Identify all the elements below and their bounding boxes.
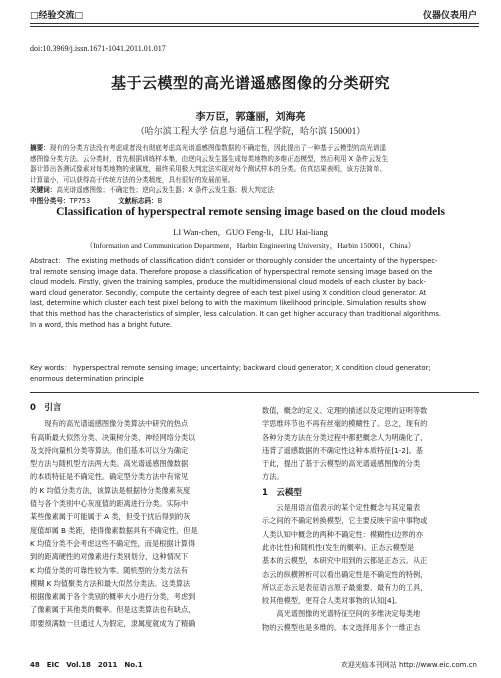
footer-website: 欢迎光临本刊网站 http://www.eic.com.cn: [340, 661, 477, 669]
abstract-en-line: last, determine which cluster each test pixel belong to with the maximum likelihood principle. Simulation results show: [30, 299, 427, 308]
right-column: [262, 404, 474, 634]
authors-cn: 李万臣，郭蓬丽，刘海亮: [195, 112, 306, 123]
section-heading-cloud-model: 1 云模型: [262, 487, 302, 498]
page-title: 基于云模型的高光谱遥感图像的分类研究: [110, 74, 390, 92]
body-line: 即要预满数一旦通过人为假定，隶属度就成为了精确: [30, 618, 196, 628]
keywords-en: [30, 363, 475, 384]
body-line: 于此，提出了基于云模型的高光谱遥感图像的分类: [262, 459, 421, 469]
body-line: 到的距离硬性的对像素进行类别划分，这种情况下: [30, 552, 189, 562]
abstract-en-line: In a word, this method has a bright future.: [30, 320, 173, 329]
body-line: 根据像素属于各个类别的概率大小进行分类，考虑到: [30, 592, 196, 602]
body-line: 此亦比性)和随机性(发生的概率)。正态云模型是: [262, 542, 415, 552]
section-heading-intro: 0 引言: [30, 403, 62, 413]
body-line: K 均值分类不会考虑这些不确定性，而是根据计算得: [30, 538, 196, 548]
journal-name: 仪器仪表用户: [422, 11, 477, 21]
body-line: 违背了遥感数据的不确定性这种本质特征[1-2]。基: [262, 445, 424, 455]
abstract-en: [30, 256, 475, 330]
header-rule: [30, 23, 479, 24]
body-line: 所以正态云是表征语言原子最重要、最有力的工具，: [262, 582, 428, 592]
body-line: 云是用语言值表示的某个定性概念与其定量表: [262, 503, 421, 513]
body-line: 方法。: [262, 472, 284, 482]
keywords-en-line: enormous determination principle: [30, 374, 144, 383]
authors-en: LI Wan-chen，GUO Feng-li，LIU Hai-liang: [173, 227, 328, 237]
body-line: 基本的云模型，本研究中用到的云都是正态云。从正: [262, 556, 428, 566]
keywords-en-label: Key words：: [30, 364, 71, 372]
body-line: 高光谱图像的光谱特征空间的多维决定每类地: [262, 609, 421, 619]
body-line: 人类认知中概念的两种不确定性：模糊性(边界的亦: [262, 529, 423, 539]
doi: doi:10.3969/j.issn.1671-1041.2011.01.017: [30, 44, 166, 53]
body-line: 各种分类方法在分类过程中都把概念人为明确化了，: [262, 432, 428, 442]
body-line: 较其他模型，更符合人类对事物的认知[4]。: [262, 596, 402, 606]
abstract-cn-line: 现有的分类方法没有考虑或者没有彻底考虑高光谱遥感图像数据的不确定性，因此提出了一种基于云模型的高光谱遥: [49, 144, 387, 152]
affiliation-en: （Information and Communication Department，Harbin Engineering University，Harbin 150001，China）: [85, 241, 416, 250]
abstract-cn: [30, 143, 475, 207]
abstract-en-line: The existing methods of classification didn't consider or thoroughly consider the uncertainty of the hyperspec-: [66, 257, 438, 265]
body-line: 型方法与随机型方法两大类。高光谱遥感图像数据: [30, 459, 189, 469]
keywords-cn-label: 关键词：: [30, 186, 57, 195]
abstract-en-label: Abstract：: [30, 257, 65, 265]
abstract-cn-line: 计算量小，可以获得高于传统方法的分类精度，具有很好的发展前景。: [30, 175, 235, 184]
body-line: 某些像素属于可能属于 A 类，但受于扰后得到的灰: [30, 512, 191, 522]
body-line: 及支持向量机分类等算法。他们基本可以分为确定: [30, 445, 189, 455]
title-en: Classification of hyperspectral remote sensing image based on the cloud models: [56, 206, 445, 218]
abstract-en-line: tral remote sensing image data. Therefore propose a classification of hyperspectral remote sensing image based on the: [30, 267, 433, 276]
body-line: 态云的纵横辨析可以看出确定性是不确定性的特例，: [262, 569, 428, 579]
abstract-en-line: that this method has the characteristics of simpler, less calculation. It can get higher accuracy than traditional algorithms.: [30, 309, 441, 318]
body-line: 值与各个类别中心灰度值的距离进行分类。实际中: [30, 499, 189, 509]
abstract-cn-label: 摘要：: [30, 144, 50, 152]
body-line: 的本质特征是不确定性。确定型分类方法中有常见: [30, 472, 189, 482]
journal-section-label: □经验交流□: [30, 11, 84, 21]
doc-code-value: B: [157, 196, 163, 205]
body-line: 现有的高光谱遥感图像分类算法中研究的热点: [30, 419, 189, 429]
body-line: 学思维环节也不再有丝毫的模糊性了。总之，现有的: [262, 419, 428, 429]
abstract-en-line: ward cloud generator. Secondly, compute the certainty degree of each test pixel using X condition cloud generator. At: [30, 288, 427, 297]
body-line: 的 K 均值分类方法，该算法是根据待分类像素灰度: [30, 485, 191, 495]
abstract-cn-line: 器计算出各测试像素对每类地物的隶属度，最终采用极大判定法实现对每个测试样本的分类。仿真结果表明，该方法简单、: [30, 165, 387, 174]
abstract-cn-line: 感图像分类方法。云分类时，首先根据训练样本集，由逆向云发生器生成每类地物的多维正态模型，然后利用 X 条件云发生: [30, 154, 389, 163]
body-line: 了像素属于其他类的概率。但是这类算法也有缺点，: [30, 605, 196, 615]
clc-value: TP753: [69, 196, 91, 205]
body-line: 物的云模型也是多维的。本文选择用多个一维正态: [262, 622, 421, 632]
keywords-cn: 高光谱遥感图像；不确定性；逆向云发生器；X 条件云发生器；极大判定法: [56, 186, 274, 195]
abstract-en-line: cloud models. Firstly, given the training samples, produce the multidimensional cloud models of each cluster by back-: [30, 278, 426, 287]
affiliation-cn: （哈尔滨工程大学 信息与通信工程学院，哈尔滨 150001）: [135, 126, 366, 136]
footer-page-info: 48 EIC Vol.18 2011 No.1: [30, 661, 143, 669]
doc-code-label: 文献标志码：: [118, 196, 158, 205]
body-line: 示之间的不确定转换模型，它主要反映宇宙中事物或: [262, 516, 428, 526]
keywords-en-line: hyperspectral remote sensing image; uncertainty; backward cloud generator; X condition cloud generator;: [73, 364, 431, 372]
left-column: [30, 402, 242, 630]
body-line: K 均值分类的可靠性较为零。随机型的分类方法有: [30, 565, 188, 575]
body-line: 模糊 K 均值聚类方法和最大似然分类法。这类算法: [30, 578, 191, 588]
clc-label: 中图分类号：: [30, 196, 70, 205]
body-divider: [30, 392, 479, 393]
header-rule-thin: [30, 26, 479, 27]
body-line: 有高斯最大似然分类、决策树分类、神经网络分类以: [30, 432, 196, 442]
body-line: 度值却属 B 类距，使得像素数据具有不确定性，但是: [30, 525, 198, 535]
body-line: 数值，概念的定义、定理的描述以及定理的证明等数: [262, 406, 428, 415]
